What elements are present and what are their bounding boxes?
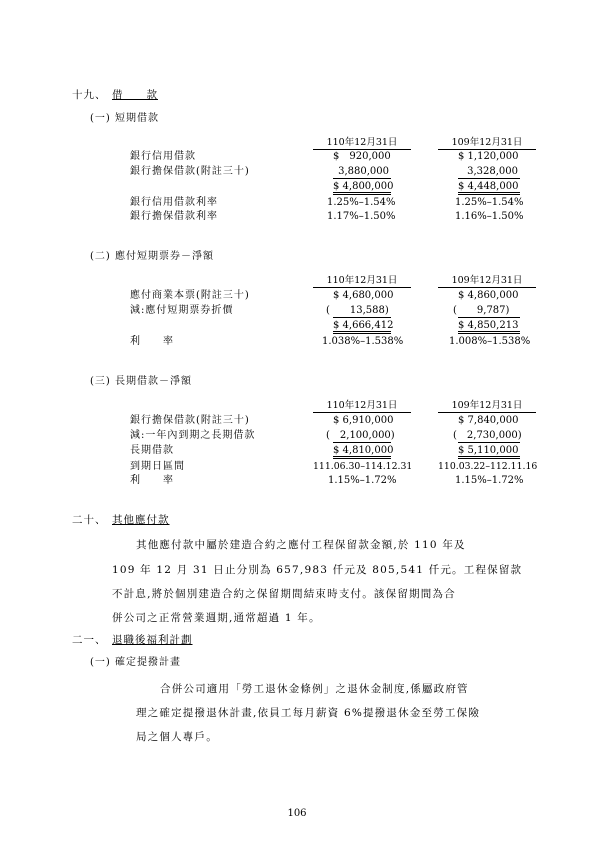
subsection-long-term-loans: (三) 長期借款－淨額 (90, 376, 192, 387)
section-20-prefix: 二十、 (72, 514, 107, 526)
row-value-2020: 110.03.22–112.11.16 (438, 461, 538, 472)
row-value-2021: 3,880,000 (338, 166, 389, 177)
row-value-2021: 1.25%–1.54% (327, 197, 396, 208)
total-value-2020: $ 4,850,213 (458, 320, 519, 331)
row-value-2021: 1.038%–1.538% (322, 336, 404, 347)
subtotal-rule (458, 442, 520, 443)
total-value-2021: $ 4,666,412 (333, 320, 394, 331)
subsection-short-term-loans: (一) 短期借款 (90, 113, 159, 124)
total-rule (458, 192, 520, 195)
col-header-2020: 109年12月31日 (438, 134, 536, 150)
row-value-2020: $ 1,120,000 (458, 151, 519, 162)
total-value-2020: $ 5,110,000 (458, 445, 519, 456)
row-label: 長期借款 (130, 445, 174, 456)
total-value-2021: $ 4,810,000 (333, 445, 394, 456)
subtotal-rule (333, 178, 391, 179)
row-value-2020: ( 2,730,000) (453, 430, 522, 441)
row-label: 利 率 (130, 336, 174, 347)
row-value-2021: 1.15%–1.72% (328, 475, 397, 486)
row-label: 減:應付短期票券折價 (130, 305, 234, 316)
row-value-2020: 1.008%–1.538% (449, 336, 531, 347)
section-20-title: 其他應付款 (112, 514, 170, 526)
row-value-2020: 1.15%–1.72% (455, 475, 524, 486)
col-header-2021: 110年12月31日 (313, 397, 411, 413)
row-label: 銀行擔保借款利率 (130, 211, 218, 222)
subtotal-rule (458, 178, 520, 179)
row-value-2021: $ 6,910,000 (333, 415, 394, 426)
row-label: 銀行信用借款利率 (130, 197, 218, 208)
paragraph-line: 109 年 12 月 31 日止分別為 657,983 仟元及 805,541 仟元。工程保留款 (112, 564, 523, 576)
total-rule (333, 192, 391, 195)
total-value-2021: $ 4,800,000 (333, 181, 394, 192)
row-label: 銀行信用借款 (130, 151, 196, 162)
row-value-2020: 1.25%–1.54% (455, 197, 524, 208)
section-21-title: 退職後福利計劃 (112, 634, 193, 646)
row-value-2021: ( 13,588) (326, 305, 389, 316)
section-19-prefix: 十九、 (72, 89, 107, 101)
row-value-2021: 1.17%–1.50% (327, 211, 396, 222)
subtotal-rule (333, 317, 391, 318)
total-rule (458, 456, 520, 459)
paragraph-line: 其他應付款中屬於建造合約之應付工程保留款金額,於 110 年及 (136, 539, 466, 551)
section-19-title: 借 款 (112, 89, 158, 101)
section-21-prefix: 二一、 (72, 634, 107, 646)
row-label: 銀行擔保借款(附註三十) (130, 415, 250, 426)
total-rule (458, 331, 520, 334)
row-label: 銀行擔保借款(附註三十) (130, 166, 250, 177)
row-value-2021: $ 920,000 (333, 151, 391, 162)
col-header-2021: 110年12月31日 (313, 134, 411, 150)
paragraph-line: 合併公司適用「勞工退休金條例」之退休金制度,係屬政府管 (160, 683, 469, 695)
paragraph-line: 局之個人專戶。 (136, 731, 218, 743)
row-value-2021: ( 2,100,000) (326, 430, 395, 441)
col-header-2021: 110年12月31日 (313, 272, 411, 288)
paragraph-line: 理之確定提撥退休計畫,依員工每月薪資 6%提撥退休金至勞工保險 (136, 707, 481, 719)
row-label: 減:一年內到期之長期借款 (130, 430, 256, 441)
row-value-2020: 3,328,000 (467, 166, 518, 177)
subtotal-rule (333, 442, 391, 443)
col-header-2020: 109年12月31日 (438, 272, 536, 288)
subtotal-rule (458, 317, 520, 318)
row-value-2020: ( 9,787) (453, 305, 510, 316)
page-number: 106 (287, 808, 307, 819)
paragraph-line: 併公司之正常營業週期,通常超過 1 年。 (112, 612, 321, 624)
subsection-defined-contribution: (一) 確定提撥計畫 (90, 657, 181, 668)
row-value-2020: $ 4,860,000 (458, 290, 519, 301)
row-value-2020: 1.16%–1.50% (455, 211, 524, 222)
row-value-2020: $ 7,840,000 (458, 415, 519, 426)
total-rule (333, 456, 391, 459)
total-value-2020: $ 4,448,000 (458, 181, 519, 192)
total-rule (333, 331, 391, 334)
row-label: 利 率 (130, 475, 174, 486)
paragraph-line: 不計息,將於個別建造合約之保留期間結束時支付。該保留期間為合 (112, 588, 456, 600)
col-header-2020: 109年12月31日 (438, 397, 536, 413)
row-label: 到期日區間 (130, 461, 185, 472)
row-label: 應付商業本票(附註三十) (130, 290, 250, 301)
row-value-2021: 111.06.30–114.12.31 (313, 461, 413, 472)
row-value-2021: $ 4,680,000 (333, 290, 394, 301)
subsection-short-term-bills: (二) 應付短期票券－淨額 (90, 251, 214, 262)
